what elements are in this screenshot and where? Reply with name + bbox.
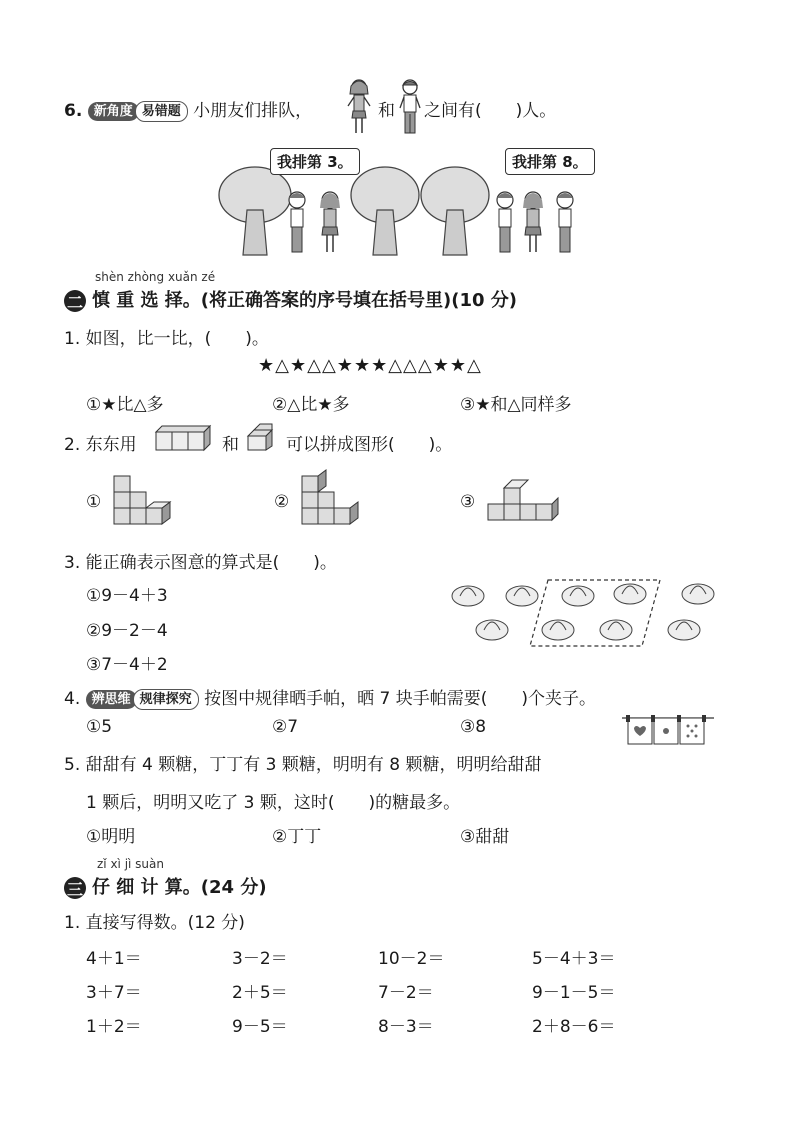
- two-cube-block-icon: [246, 418, 276, 452]
- child-icon: [497, 192, 513, 252]
- q2-1-option-2: ②△比★多: [272, 395, 350, 415]
- calc-item: 4＋1＝: [86, 949, 142, 969]
- q2-5-line1: 5. 甜甜有 4 颗糖，丁丁有 3 颗糖，明明有 8 颗糖，明明给甜甜: [64, 755, 542, 775]
- calc-item: 9－5＝: [232, 1017, 288, 1037]
- q2-5-line2: 1 颗后，明明又吃了 3 颗，这时( )的糖最多。: [86, 793, 461, 813]
- cube-shape-1-icon: [108, 468, 178, 530]
- child-icon: [523, 192, 543, 252]
- lotus-icon: [476, 620, 508, 640]
- section3-heading: [64, 873, 267, 899]
- three-cube-block-icon: [154, 422, 214, 452]
- q2-3-option-3: ③7－4＋2: [86, 655, 168, 675]
- boy-figure-icon: [398, 78, 422, 136]
- tree-icon: [219, 167, 291, 255]
- speech-bubble-left: 我排第 3。: [270, 148, 360, 175]
- calc-item: 2＋8－6＝: [532, 1017, 616, 1037]
- star-triangle-sequence: ★△★△△★★★△△△★★△: [258, 355, 482, 376]
- lotus-icon: [542, 620, 574, 640]
- lotus-icon: [668, 620, 700, 640]
- calc-item: 5－4＋3＝: [532, 949, 616, 969]
- calc-item: 3＋7＝: [86, 983, 142, 1003]
- lotus-icon: [682, 584, 714, 604]
- q2-2-option-3: ③: [460, 492, 476, 512]
- queue-scene: [215, 160, 595, 260]
- lotus-icon: [452, 586, 484, 606]
- q2-4-option-2: ②7: [272, 717, 299, 737]
- section3-title: 仔 细 计 算。(24 分): [92, 877, 267, 898]
- calc-item: 8－3＝: [378, 1017, 434, 1037]
- calc-item: 2＋5＝: [232, 983, 288, 1003]
- q6-text-before: 小朋友们排队，: [193, 101, 313, 121]
- lotus-flowers-figure: [448, 574, 728, 654]
- cube-shape-3-icon: [484, 474, 560, 528]
- q2-5-option-2: ②丁丁: [272, 827, 322, 847]
- q2-3-text: 3. 能正确表示图意的算式是( )。: [64, 553, 337, 573]
- q2-4-option-3: ③8: [460, 717, 487, 737]
- q2-4-number: 4.: [64, 689, 81, 709]
- handkerchief-clothesline-icon: [620, 712, 716, 748]
- calc-item: 7－2＝: [378, 983, 434, 1003]
- q6-text-middle: 和: [378, 101, 395, 121]
- q2-4-tag-thinking: 辨思维: [86, 690, 137, 709]
- section2-number: 二: [64, 290, 86, 312]
- section2-heading: [64, 286, 517, 312]
- calc-item: 9－1－5＝: [532, 983, 616, 1003]
- speech-bubble-right: 我排第 8。: [505, 148, 595, 175]
- q2-5-option-3: ③甜甜: [460, 827, 510, 847]
- q2-2-text-a: 2. 东东用: [64, 435, 137, 455]
- q2-4-text: 按图中规律晒手帕，晒 7 块手帕需要( )个夹子。: [204, 689, 596, 709]
- q6-text-after: 之间有( )人。: [424, 101, 557, 121]
- tree-icon: [351, 167, 419, 255]
- lotus-icon: [614, 584, 646, 604]
- q2-1-text: 1. 如图，比一比，( )。: [64, 329, 269, 349]
- q2-3-option-2: ②9－2－4: [86, 621, 168, 641]
- q2-2-text-c: 可以拼成图形( )。: [286, 435, 453, 455]
- q2-2-option-1: ①: [86, 492, 102, 512]
- q2-4-option-1: ①5: [86, 717, 113, 737]
- calc-item: 10－2＝: [378, 949, 445, 969]
- cube-shape-2-icon: [296, 468, 366, 530]
- child-icon: [289, 192, 305, 252]
- calc-item: 1＋2＝: [86, 1017, 142, 1037]
- q6-tag-new-angle: 新角度: [88, 102, 139, 121]
- section2-title: 慎 重 选 择。(将正确答案的序号填在括号里)(10 分): [92, 290, 518, 311]
- girl-figure-icon: [346, 78, 372, 136]
- q6-tag-error-prone: 易错题: [135, 101, 188, 122]
- lotus-icon: [562, 586, 594, 606]
- q2-1-option-3: ③★和△同样多: [460, 395, 572, 415]
- q3-1-title: 1. 直接写得数。(12 分): [64, 913, 245, 933]
- tree-icon: [421, 167, 489, 255]
- child-icon: [320, 192, 340, 252]
- q6-number: 6.: [64, 101, 83, 121]
- q2-2-option-2: ②: [274, 492, 290, 512]
- section3-number: 三: [64, 877, 86, 899]
- q6-line: [64, 96, 312, 122]
- q2-1-option-1: ①★比△多: [86, 395, 164, 415]
- q2-2-text-b: 和: [222, 435, 239, 455]
- q2-3-option-1: ①9－4＋3: [86, 586, 168, 606]
- lotus-icon: [506, 586, 538, 606]
- q2-4-line: [64, 684, 596, 710]
- q2-5-option-1: ①明明: [86, 827, 136, 847]
- calc-item: 3－2＝: [232, 949, 288, 969]
- section2-pinyin: shèn zhòng xuǎn zé: [95, 270, 216, 284]
- section3-pinyin: zǐ xì jì suàn: [97, 857, 164, 871]
- child-icon: [557, 192, 573, 252]
- q2-4-tag-pattern: 规律探究: [133, 689, 199, 710]
- lotus-icon: [600, 620, 632, 640]
